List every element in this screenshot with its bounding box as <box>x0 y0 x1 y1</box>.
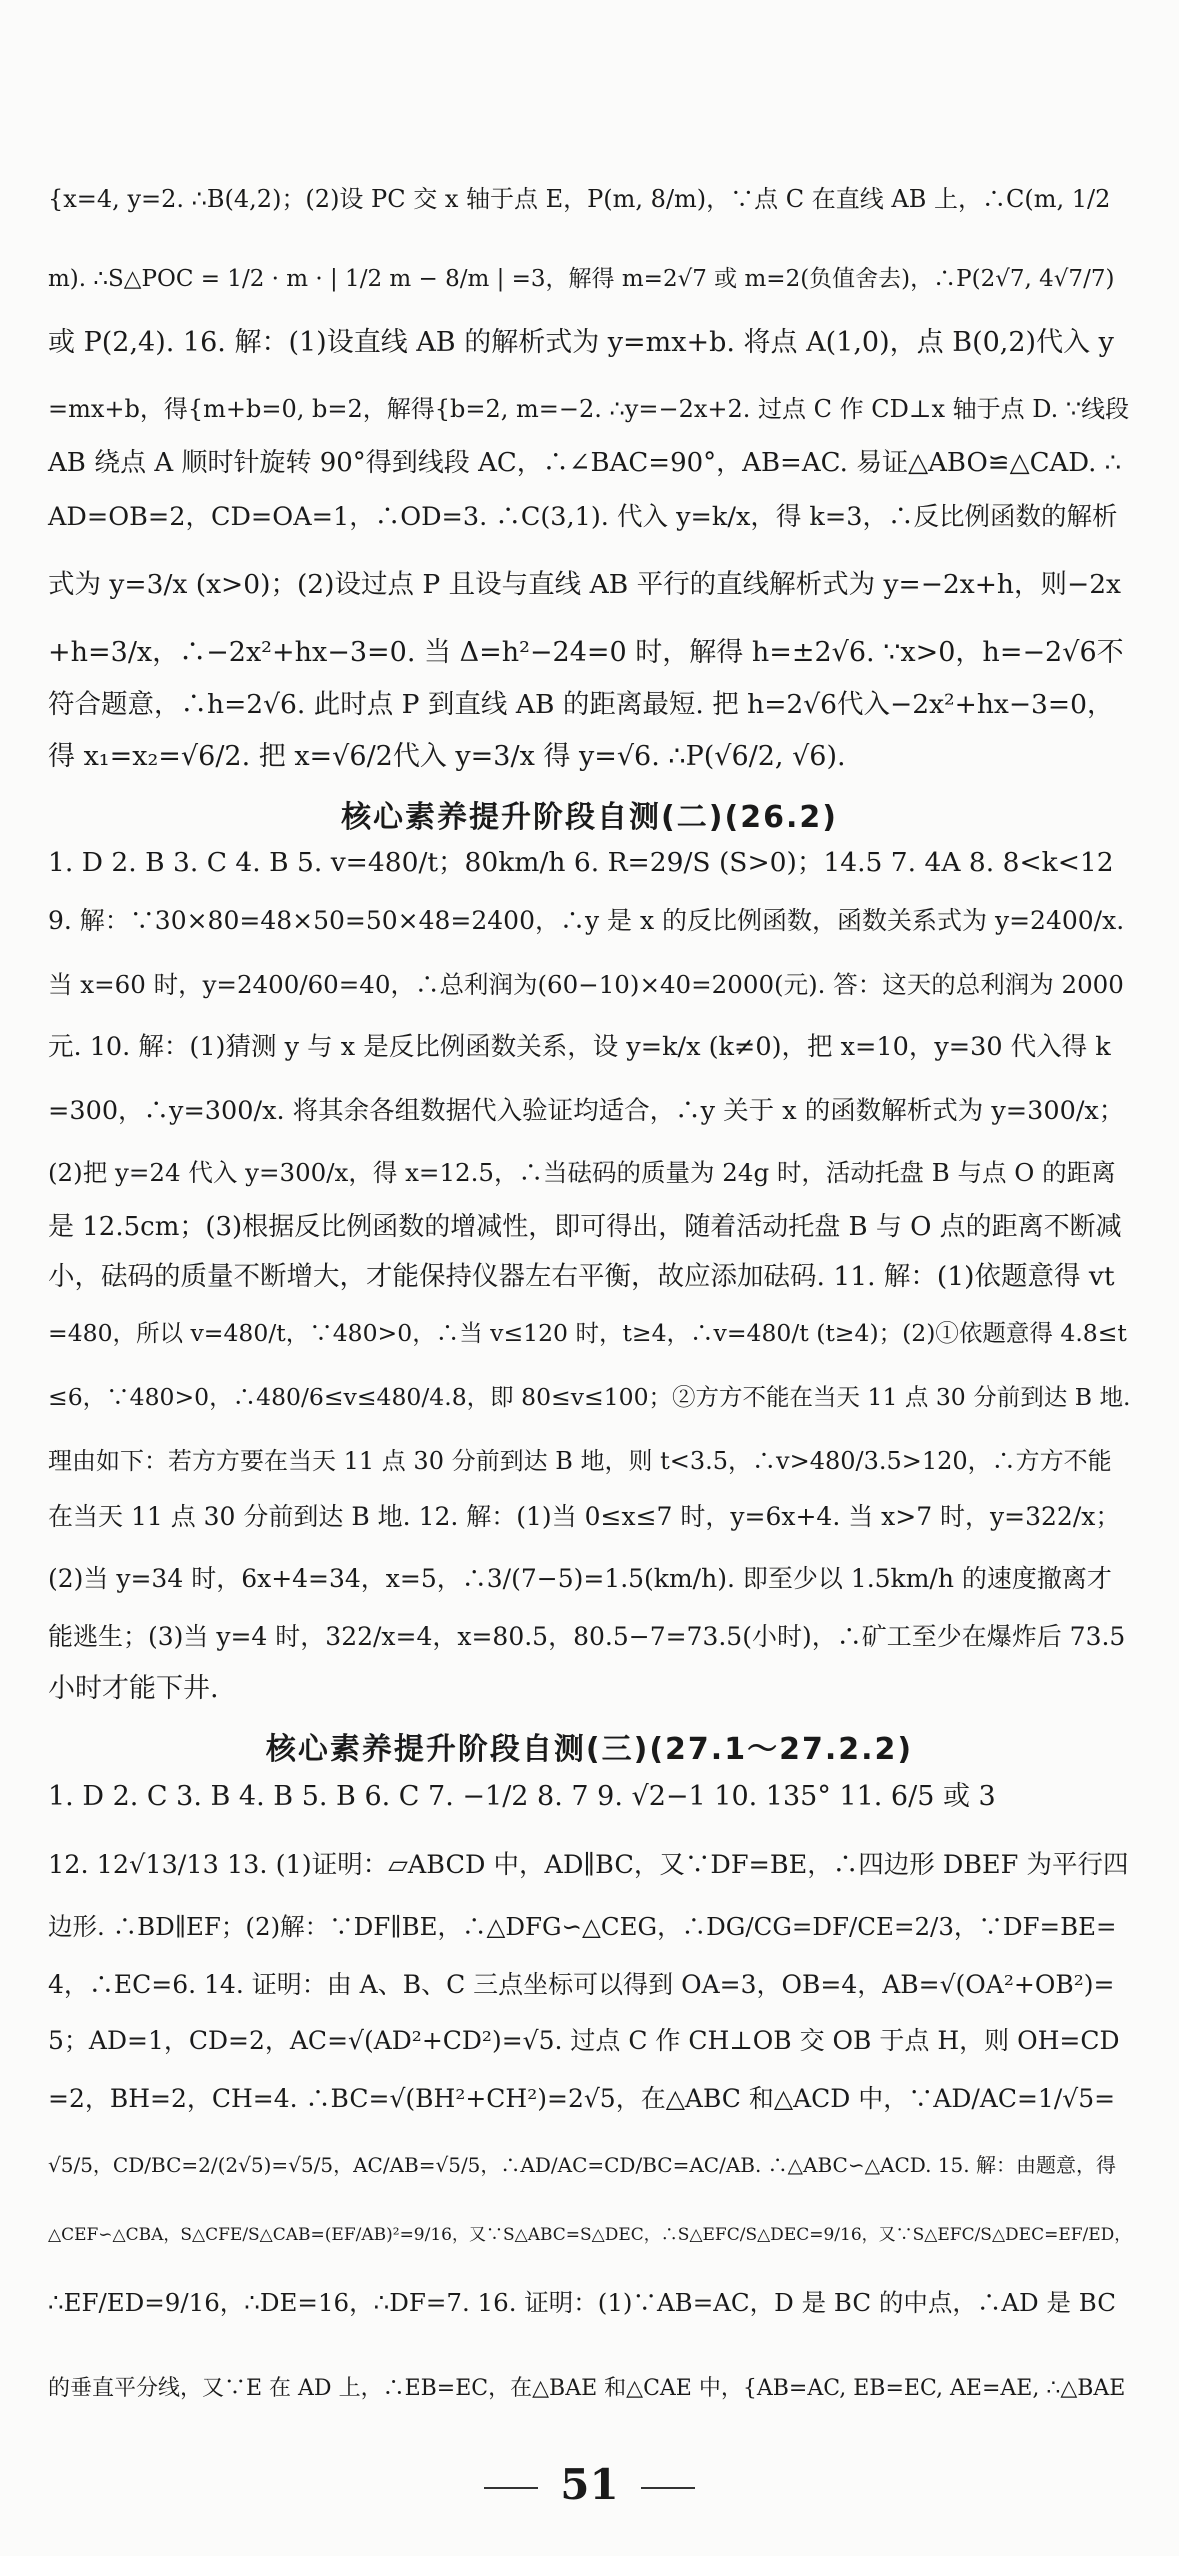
text-line: 边形. ∴BD∥EF；(2)解：∵DF∥BE，∴△DFG∽△CEG，∴DG/CG=DF/CE=2/3，∵DF=BE= <box>48 1912 1117 1941</box>
text-line: ≤6，∵480>0，∴480/6≤v≤480/4.8，即 80≤v≤100；②方方不能在当天 11 点 30 分前到达 B 地. <box>48 1383 1131 1411</box>
page-number-value: 51 <box>560 2460 619 2509</box>
text-line: =480，所以 v=480/t，∵480>0，∴当 v≤120 时，t≥4，∴v=480/t (t≥4)；(2)①依题意得 4.8≤t <box>48 1319 1127 1347</box>
text-line: 得 x₁=x₂=√6/2. 把 x=√6/2代入 y=3/x 得 y=√6. ∴P(√6/2, √6). <box>48 741 846 772</box>
text-line: √5/5，CD/BC=2/(2√5)=√5/5，AC/AB=√5/5，∴AD/AC=CD/BC=AC/AB. ∴△ABC∽△ACD. 15. 解：由题意，得 <box>48 2153 1116 2177</box>
text-line: 的垂直平分线，又∵E 在 AD 上，∴EB=EC，在△BAE 和△CAE 中，{AB=AC, EB=EC, AE=AE, ∴△BAE <box>48 2376 1126 2401</box>
text-line: 式为 y=3/x (x>0)；(2)设过点 P 且设与直线 AB 平行的直线解析式为 y=−2x+h，则−2x <box>48 569 1122 600</box>
text-line: 12. 12√13/13 13. (1)证明：▱ABCD 中，AD∥BC，又∵DF=BE，∴四边形 DBEF 为平行四 <box>48 1850 1129 1880</box>
text-line: ∴EF/ED=9/16，∴DE=16，∴DF=7. 16. 证明：(1)∵AB=AC，D 是 BC 的中点，∴AD 是 BC <box>48 2288 1116 2317</box>
text-line: 当 x=60 时，y=2400/60=40，∴总利润为(60−10)×40=2000(元). 答：这天的总利润为 2000 <box>48 970 1124 999</box>
text-line: 是 12.5cm；(3)根据反比例函数的增减性，即可得出，随着活动托盘 B 与 O 点的距离不断减 <box>48 1212 1122 1242</box>
text-line: 理由如下：若方方要在当天 11 点 30 分前到达 B 地，则 t<3.5，∴v>480/3.5>120，∴方方不能 <box>48 1447 1112 1475</box>
text-line: 1. D 2. B 3. C 4. B 5. v=480/t；80km/h 6. R=29/S (S>0)；14.5 7. 4A 8. 8<k<12 <box>48 847 1114 878</box>
text-line: =mx+b，得{m+b=0, b=2，解得{b=2, m=−2. ∴y=−2x+2. 过点 C 作 CD⊥x 轴于点 D. ∵线段 <box>48 395 1130 423</box>
text-line: 5；AD=1，CD=2，AC=√(AD²+CD²)=√5. 过点 C 作 CH⊥OB 交 OB 于点 H，则 OH=CD <box>48 2026 1120 2055</box>
text-line: 9. 解：∵30×80=48×50=50×48=2400，∴y 是 x 的反比例函数，函数关系式为 y=2400/x. <box>48 906 1125 935</box>
text-line: 能逃生；(3)当 y=4 时，322/x=4，x=80.5，80.5−7=73.5(小时)，∴矿工至少在爆炸后 73.5 <box>48 1622 1126 1651</box>
text-line: (2)把 y=24 代入 y=300/x，得 x=12.5，∴当砝码的质量为 24g 时，活动托盘 B 与点 O 的距离 <box>48 1158 1116 1187</box>
text-line: 符合题意，∴h=2√6. 此时点 P 到直线 AB 的距离最短. 把 h=2√6代入−2x²+hx−3=0， <box>48 689 1114 720</box>
text-line: 小，砝码的质量不断增大，才能保持仪器左右平衡，故应添加砝码. 11. 解：(1)依题意得 vt <box>48 1261 1115 1292</box>
dash-right <box>641 2487 695 2489</box>
text-line: =300，∴y=300/x. 将其余各组数据代入验证均适合，∴y 关于 x 的函数解析式为 y=300/x； <box>48 1096 1125 1126</box>
page-number <box>0 2460 1179 2509</box>
text-line: 元. 10. 解：(1)猜测 y 与 x 是反比例函数关系，设 y=k/x (k≠0)，把 x=10，y=30 代入得 k <box>48 1032 1111 1062</box>
text-line: =2，BH=2，CH=4. ∴BC=√(BH²+CH²)=2√5，在△ABC 和△ACD 中，∵AD/AC=1/√5= <box>48 2084 1116 2113</box>
section-heading: 核心素养提升阶段自测(三)(27.1～27.2.2) <box>265 1732 914 1767</box>
text-line: 在当天 11 点 30 分前到达 B 地. 12. 解：(1)当 0≤x≤7 时，y=6x+4. 当 x>7 时，y=322/x； <box>48 1502 1121 1531</box>
text-line: AB 绕点 A 顺时针旋转 90°得到线段 AC，∴∠BAC=90°，AB=AC. 易证△ABO≌△CAD. ∴ <box>48 448 1122 478</box>
text-line: AD=OB=2，CD=OA=1，∴OD=3. ∴C(3,1). 代入 y=k/x，得 k=3，∴反比例函数的解析 <box>48 502 1118 532</box>
dash-left <box>484 2487 538 2489</box>
text-line: 1. D 2. C 3. B 4. B 5. B 6. C 7. −1/2 8. 7 9. √2−1 10. 135° 11. 6/5 或 3 <box>48 1781 996 1812</box>
text-line: △CEF∽△CBA，S△CFE/S△CAB=(EF/AB)²=9/16，又∵S△ABC=S△DEC，∴S△EFC/S△DEC=9/16，又∵S△EFC/S△DEC=EF/ED， <box>48 2225 1132 2245</box>
text-line: 4，∴EC=6. 14. 证明：由 A、B、C 三点坐标可以得到 OA=3，OB=4，AB=√(OA²+OB²)= <box>48 1970 1115 1999</box>
section-heading: 核心素养提升阶段自测(二)(26.2) <box>341 800 838 835</box>
text-line: 或 P(2,4). 16. 解：(1)设直线 AB 的解析式为 y=mx+b. 将点 A(1,0)，点 B(0,2)代入 y <box>48 327 1114 358</box>
text-line: +h=3/x，∴−2x²+hx−3=0. 当 Δ=h²−24=0 时，解得 h=±2√6. ∵x>0，h=−2√6不 <box>48 637 1124 668</box>
text-line: m). ∴S△POC = 1/2 · m · | 1/2 m − 8/m | =3，解得 m=2√7 或 m=2(负值舍去)，∴P(2√7, 4√7/7) <box>48 266 1115 292</box>
text-line: 小时才能下井. <box>48 1673 219 1704</box>
text-line: {x=4, y=2. ∴B(4,2)；(2)设 PC 交 x 轴于点 E，P(m, 8/m)，∵点 C 在直线 AB 上，∴C(m, 1/2 <box>48 185 1111 213</box>
text-line: (2)当 y=34 时，6x+4=34，x=5，∴3/(7−5)=1.5(km/h). 即至少以 1.5km/h 的速度撤离才 <box>48 1564 1112 1593</box>
